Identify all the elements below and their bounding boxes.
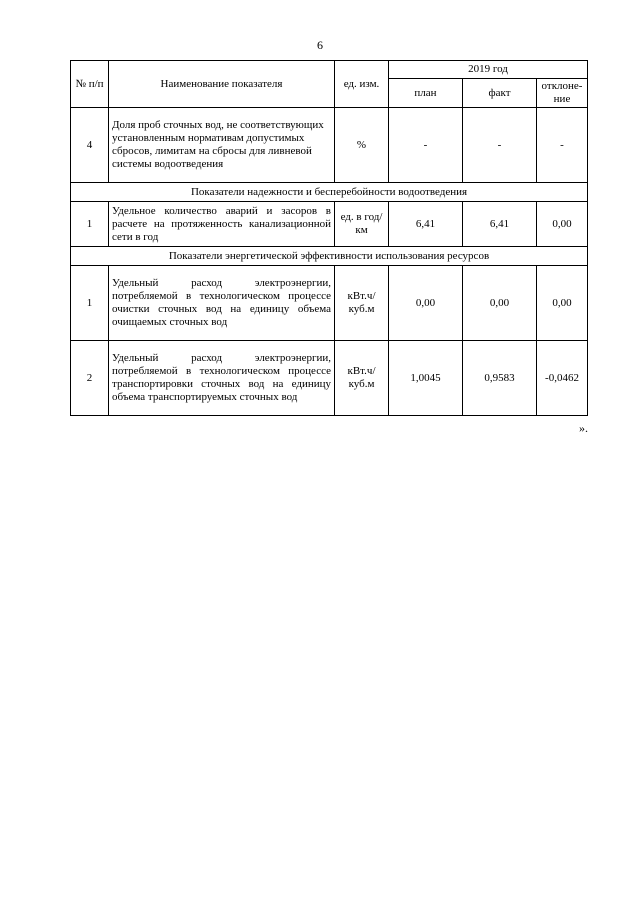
row-unit: ед. в год/ км: [335, 202, 389, 247]
row-plan: -: [389, 108, 463, 183]
row-num: 4: [71, 108, 109, 183]
table-header-row: [71, 61, 588, 79]
table-row: [71, 108, 588, 183]
row-deviation: 0,00: [537, 266, 588, 341]
row-fact: 0,9583: [463, 341, 537, 416]
row-deviation: -: [537, 108, 588, 183]
row-fact: -: [463, 108, 537, 183]
row-unit: кВт.ч/ куб.м: [335, 341, 389, 416]
closing-quote-mark: ».: [579, 421, 588, 435]
row-fact: 6,41: [463, 202, 537, 247]
table-row: [71, 266, 588, 341]
row-name: Удельный расход электроэнергии, потребляемой в технологическом процессе транспортировки сточных вод на единицу объема транспортируемых сточных вод: [109, 341, 335, 416]
header-deviation: отклоне-ние: [537, 79, 588, 108]
row-plan: 1,0045: [389, 341, 463, 416]
section-energy: Показатели энергетической эффективности использования ресурсов: [71, 247, 588, 266]
table-row: [71, 202, 588, 247]
section-row: [71, 183, 588, 202]
row-unit: %: [335, 108, 389, 183]
header-unit: ед. изм.: [335, 61, 389, 108]
header-name: Наименование показателя: [109, 61, 335, 108]
header-num: № п/п: [71, 61, 109, 108]
header-plan: план: [389, 79, 463, 108]
row-deviation: -0,0462: [537, 341, 588, 416]
header-fact: факт: [463, 79, 537, 108]
row-name: Удельное количество аварий и засоров в расчете на протяженность канализационной сети в год: [109, 202, 335, 247]
header-year: 2019 год: [389, 61, 588, 79]
section-row: [71, 247, 588, 266]
row-fact: 0,00: [463, 266, 537, 341]
page-number: 6: [317, 38, 323, 52]
indicators-table: [70, 60, 588, 416]
row-plan: 6,41: [389, 202, 463, 247]
table-row: [71, 341, 588, 416]
section-reliability: Показатели надежности и бесперебойности водоотведения: [71, 183, 588, 202]
row-deviation: 0,00: [537, 202, 588, 247]
row-name: Доля проб сточных вод, не соответствующих установленным нормативам допустимых сбросов, лимитам на сбросы для ливневой системы водоотведения: [109, 108, 335, 183]
row-num: 1: [71, 202, 109, 247]
row-name: Удельный расход электроэнергии, потребляемой в технологическом процессе очистки сточных вод на единицу объема очищаемых сточных вод: [109, 266, 335, 341]
row-num: 1: [71, 266, 109, 341]
row-unit: кВт.ч/ куб.м: [335, 266, 389, 341]
row-plan: 0,00: [389, 266, 463, 341]
row-num: 2: [71, 341, 109, 416]
